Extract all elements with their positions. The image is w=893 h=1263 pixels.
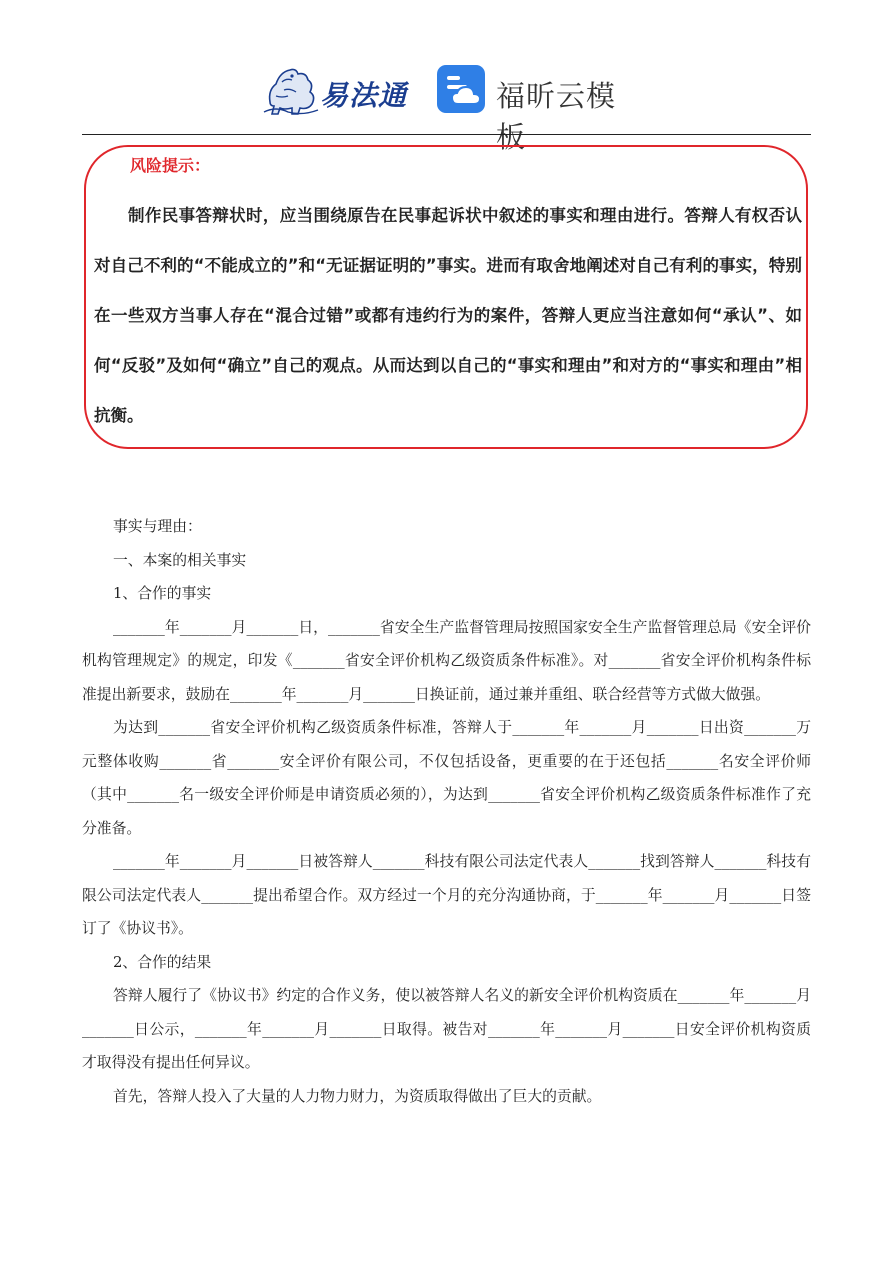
paragraph: 答辩人履行了《协议书》约定的合作义务，使以被答辩人名义的新安全评价机构资质在_______年_______月_______日公示，_______年_______月_______日取得。被告对_______年_______月_______日安全评价机构资质才取得没有提出任何异议。 xyxy=(82,987,811,1071)
subsection-heading: 2、合作的结果 xyxy=(113,953,212,971)
paragraph: 为达到_______省安全评价机构乙级资质条件标准，答辩人于_______年_______月_______日出资_______万元整体收购_______省_______安全评价有限公司，不仅包括设备，更重要的在于还包括_______名安全评价师（其中_______名一级安全评价师是申请资质必须的），为达到_______省安全评价机构乙级资质条件标准作了充分准备。 xyxy=(82,719,811,837)
subsection-heading: 1、合作的事实 xyxy=(113,585,212,602)
yifatong-logo xyxy=(262,62,412,118)
paragraph: _______年_______月_______日，_______省安全生产监督管理局按照国家安全生产监督管理总局《安全评价机构管理规定》的规定，印发《_______省安全评价机构乙级资质条件标准》。对_______省安全评价机构条件标准提出新要求，鼓励在_______年_______月_______日换证前，通过兼并重组、联合经营等方式做大做强。 xyxy=(82,618,811,703)
risk-notice-title: 风险提示： xyxy=(130,156,211,175)
foxit-cloud-template-logo xyxy=(436,64,636,154)
risk-notice-box xyxy=(84,145,808,449)
paragraph: _______年_______月_______日被答辩人_______科技有限公司法定代表人_______找到答辩人_______科技有限公司法定代表人_______提出希望合作。双方经过一个月的充分沟通协商，于_______年_______月_______日签订了《协议书》。 xyxy=(82,853,811,937)
cloud-document-icon xyxy=(436,64,486,114)
risk-notice-body: 制作民事答辩状时，应当围绕原告在民事起诉状中叙述的事实和理由进行。答辩人有权否认对自己不利的“不能成立的”和“无证据证明的”事实。进而有取舍地阐述对自己有利的事实，特别在一些双方当事人存在“混合过错”或都有违约行为的案件，答辩人更应当注意如何“承认”、如何“反驳”及如何“确立”自己的观点。从而达到以自己的“事实和理由”和对方的“事实和理由”相抗衡。 xyxy=(94,206,802,425)
yifatong-logo-text: 易法通 xyxy=(320,79,408,112)
foxit-cloud-template-logo-text: 福昕云模板 xyxy=(496,79,617,154)
page-header xyxy=(0,58,893,154)
section-heading: 一、本案的相关事实 xyxy=(113,551,247,569)
section-heading: 事实与理由： xyxy=(113,518,202,535)
paragraph: 首先，答辩人投入了大量的人力物力财力，为资质取得做出了巨大的贡献。 xyxy=(113,1087,602,1105)
header-divider xyxy=(82,134,811,135)
document-body xyxy=(82,510,811,1113)
qilin-icon xyxy=(262,62,322,118)
